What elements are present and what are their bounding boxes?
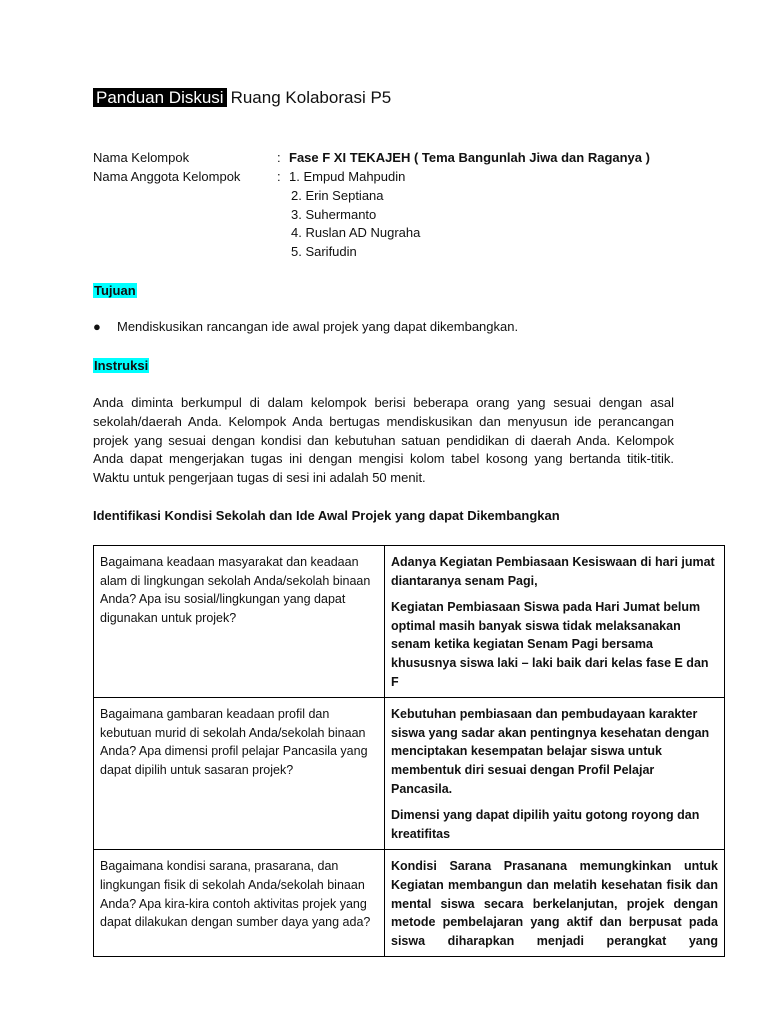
member-item: 1. Empud Mahpudin: [289, 169, 406, 184]
members-colon: :: [277, 169, 281, 184]
member-item: 5. Sarifudin: [291, 244, 357, 259]
table-answer-cell: [385, 546, 725, 698]
answer-paragraph: Kondisi Sarana Prasanana memungkinkan untuk Kegiatan membangun dan melatih kesehatan fisik dan mental siswa secara berkelanjutan, projek dengan metode pembelajaran yang aktif dan berpusat pada siswa diharapkan menjadi perangkat yang: [391, 859, 718, 948]
answer-paragraph: Dimensi yang dapat dipilih yaitu gotong royong dan kreatifitas: [391, 808, 700, 841]
group-name-value: Fase F XI TEKAJEH ( Tema Bangunlah Jiwa dan Raganya ): [289, 150, 650, 165]
answer-paragraph: Adanya Kegiatan Pembiasaan Kesiswaan di hari jumat diantaranya senam Pagi,: [391, 555, 715, 588]
title-highlight: Panduan Diskusi: [93, 88, 227, 107]
tujuan-bullet-text: Mendiskusikan rancangan ide awal projek yang dapat dikembangkan.: [117, 319, 519, 334]
instruksi-heading: [93, 357, 149, 375]
table-row: [94, 850, 725, 957]
answer-paragraph: Kebutuhan pembiasaan dan pembudayaan karakter siswa yang sadar akan pentingnya kesehatan dengan menciptakan kesempatan belajar siswa untuk membentuk diri sesuai dengan Profil Pelajar Pancasila.: [391, 707, 710, 796]
tujuan-heading-text: Tujuan: [94, 283, 136, 298]
instruksi-heading-text: Instruksi: [94, 358, 149, 373]
tujuan-heading: [93, 282, 137, 300]
bullet-icon: ●: [93, 319, 101, 334]
table-question-cell: Bagaimana kondisi sarana, prasarana, dan lingkungan fisik di sekolah Anda/sekolah binaan Anda? Apa kira-kira contoh aktivitas projek yang dapat dilakukan dengan sumber daya yang ada?: [94, 850, 385, 957]
group-name-label: Nama Kelompok: [93, 150, 190, 165]
table-row: [94, 698, 725, 850]
group-name-colon: :: [277, 150, 281, 165]
member-item: 2. Erin Septiana: [291, 188, 384, 203]
table-answer-cell: [385, 850, 725, 957]
answer-paragraph: Kegiatan Pembiasaan Siswa pada Hari Jumat belum optimal masih banyak siswa tidak melaksanakan senam ketika kegiatan Senam Pagi bersama khususnya siswa laki – laki baik dari kelas fase E dan F: [391, 600, 709, 689]
instruksi-paragraph: Anda diminta berkumpul di dalam kelompok berisi beberapa orang yang sesuai dengan asal sekolah/daerah Anda. Kelompok Anda bertugas mendiskusikan dan menyusun ide perancangan projek yang sesuai dengan kondisi dan kebutuhan satuan pendidikan di daerah Anda. Kelompok Anda dapat mengerjakan tugas ini dengan mengisi kolom tabel kosong yang bertanda titik-titik. Waktu untuk pengerjaan tugas di sesi ini adalah 50 menit.: [93, 395, 674, 486]
table-answer-cell: [385, 698, 725, 850]
table-question-cell: Bagaimana gambaran keadaan profil dan kebutuan murid di sekolah Anda/sekolah binaan Anda? Apa dimensi profil pelajar Pancasila yang dapat dipilih untuk sasaran projek?: [94, 698, 385, 850]
table-question-cell: Bagaimana keadaan masyarakat dan keadaan alam di lingkungan sekolah Anda/sekolah binaan Anda? Apa isu sosial/lingkungan yang dapat digunakan untuk projek?: [94, 546, 385, 698]
member-item: 4. Ruslan AD Nugraha: [291, 225, 421, 240]
members-label: Nama Anggota Kelompok: [93, 169, 241, 184]
member-item: 3. Suhermanto: [291, 207, 377, 222]
section-title: Identifikasi Kondisi Sekolah dan Ide Awal Projek yang dapat Dikembangkan: [93, 508, 560, 523]
document-title: [93, 86, 391, 110]
table-row: [94, 546, 725, 698]
identification-table: [93, 545, 725, 957]
title-text: Ruang Kolaborasi P5: [230, 88, 392, 107]
